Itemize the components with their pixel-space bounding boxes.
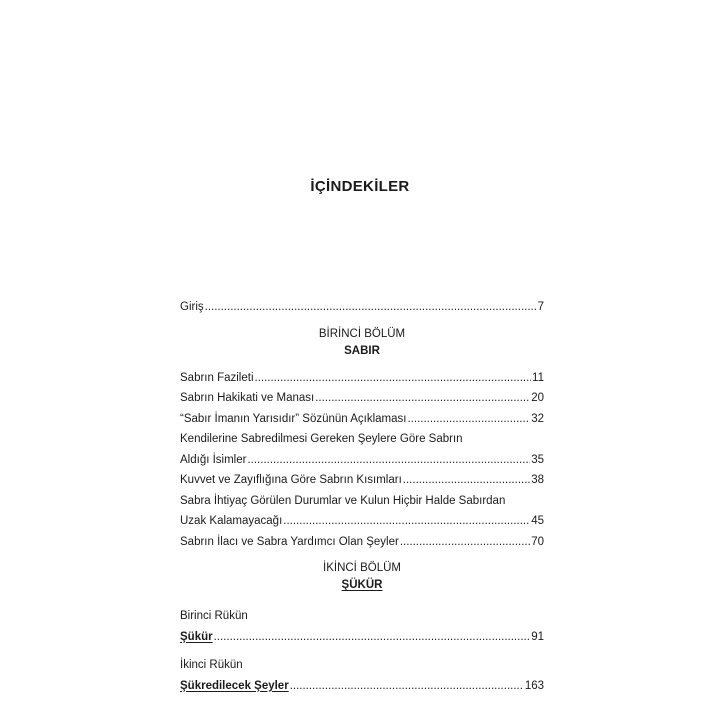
toc-entry-intro[interactable] xyxy=(180,297,544,318)
toc-entry-page: 163 xyxy=(524,679,544,692)
toc-entry-label: Sabrın Fazileti xyxy=(180,371,254,384)
dot-leader xyxy=(283,511,530,532)
toc-entry-label: Kuvvet ve Zayıflığına Göre Sabrın Kısımları xyxy=(180,474,402,486)
toc-entry-label: Şükür xyxy=(180,630,213,643)
toc-entry-page: 38 xyxy=(531,474,544,486)
toc-entry-page: 11 xyxy=(532,371,544,384)
toc-entry[interactable] xyxy=(180,450,544,471)
dot-leader xyxy=(400,532,530,553)
toc-entry[interactable] xyxy=(180,627,544,648)
rukun-heading: İkinci Rükün xyxy=(180,659,243,671)
toc-entry[interactable] xyxy=(180,409,544,430)
page-title: İÇİNDEKİLER xyxy=(310,178,410,195)
toc-entry-page: 7 xyxy=(537,301,544,313)
section-name-part2: ŞÜKÜR xyxy=(341,579,383,591)
section-heading-part1: BİRİNCİ BÖLÜM xyxy=(318,327,406,340)
section-heading-part2: İKİNCİ BÖLÜM xyxy=(323,562,401,574)
toc-entry-label: “Sabır İmanın Yarısıdır” Sözünün Açıklaması xyxy=(180,412,407,425)
toc-entry[interactable] xyxy=(180,470,544,491)
toc-entry[interactable] xyxy=(180,532,544,553)
toc-entry-page: 35 xyxy=(531,453,544,466)
dot-leader xyxy=(407,409,530,430)
toc-entry-page: 20 xyxy=(531,392,544,404)
toc-entry-page: 45 xyxy=(531,515,544,527)
toc-entry-page: 70 xyxy=(531,535,544,548)
table-of-contents xyxy=(180,297,544,696)
toc-entry[interactable] xyxy=(180,368,544,389)
dot-leader xyxy=(247,450,530,471)
rukun-heading: Birinci Rükün xyxy=(180,610,248,622)
toc-entry-label: Sabrın İlacı ve Sabra Yardımcı Olan Şeyler xyxy=(180,535,399,548)
section-name-part1: SABIR xyxy=(344,344,380,357)
toc-entry-label: Giriş xyxy=(180,301,204,313)
toc-entry-first-line: Kendilerine Sabredilmesi Gereken Şeylere Göre Sabrın xyxy=(180,433,463,445)
toc-entry-label: Uzak Kalamayacağı xyxy=(180,515,283,527)
toc-entry[interactable] xyxy=(180,676,544,697)
toc-entry-label: Aldığı İsimler xyxy=(180,453,247,466)
dot-leader xyxy=(214,627,531,648)
dot-leader xyxy=(205,297,537,318)
dot-leader xyxy=(290,676,524,697)
dot-leader xyxy=(315,388,530,409)
toc-entry-label: Sabrın Hakikati ve Manası xyxy=(180,392,315,404)
toc-entry-page: 32 xyxy=(531,412,544,425)
toc-entry[interactable] xyxy=(180,388,544,409)
toc-entry-first-line: Sabra İhtiyaç Görülen Durumlar ve Kulun Hiçbir Halde Sabırdan xyxy=(180,494,506,507)
toc-entry-page: 91 xyxy=(531,630,544,643)
toc-entry-label: Şükredilecek Şeyler xyxy=(180,679,289,692)
toc-entry[interactable] xyxy=(180,511,544,532)
dot-leader xyxy=(403,470,530,491)
dot-leader xyxy=(255,368,532,389)
